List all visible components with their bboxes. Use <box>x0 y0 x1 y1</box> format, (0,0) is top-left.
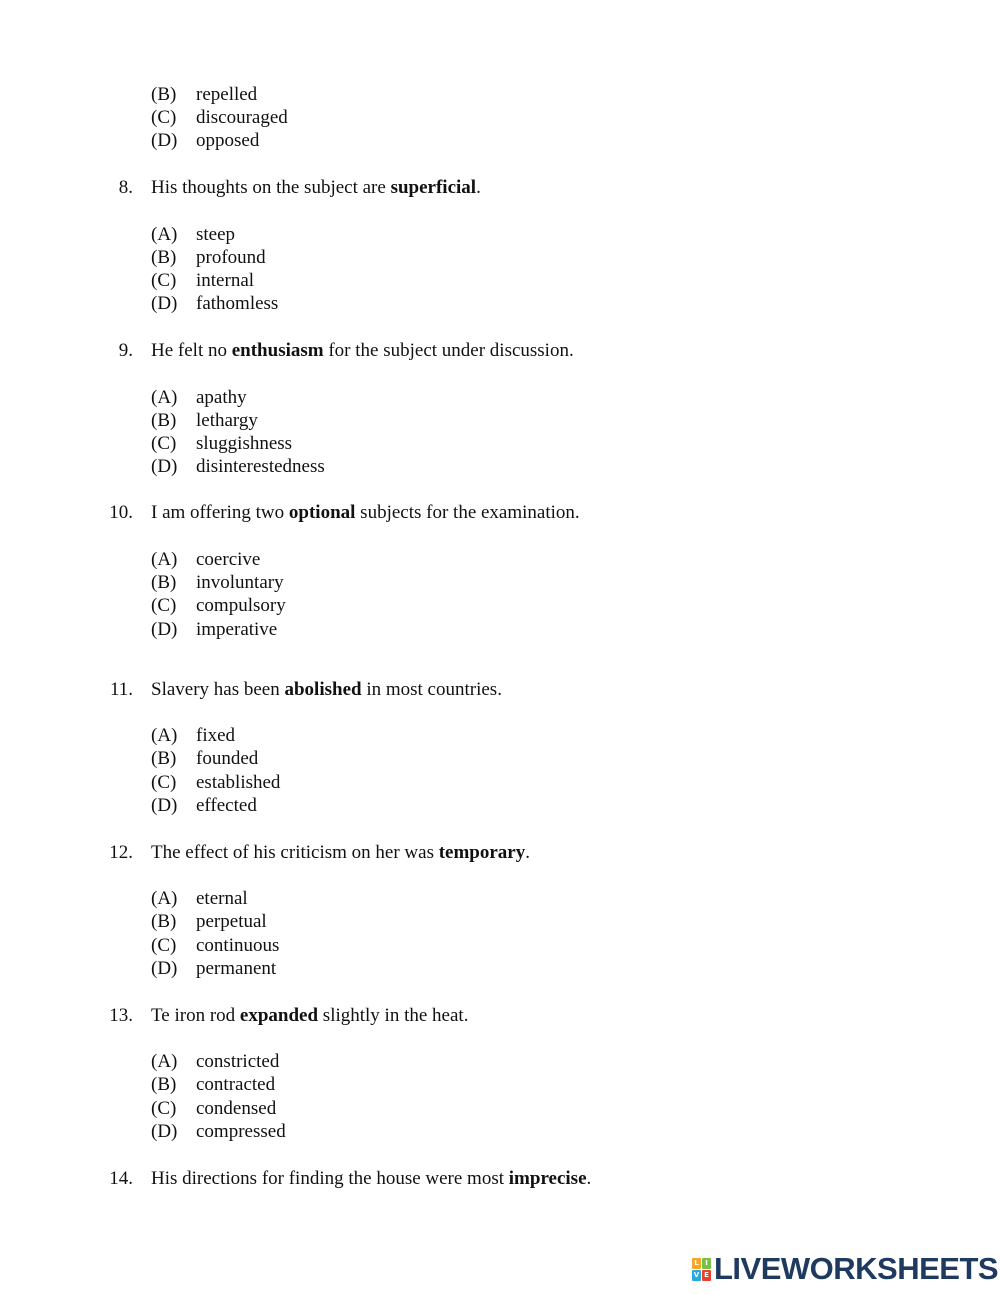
logo-mark-icon <box>692 1258 711 1281</box>
option-text: fixed <box>196 725 236 746</box>
logo-mark-cell: I <box>702 1258 711 1269</box>
option-letter: (B) <box>151 84 177 105</box>
question-text: His thoughts on the subject are superficial. <box>151 177 481 198</box>
option-text: founded <box>196 748 259 769</box>
option-letter: (B) <box>151 247 177 268</box>
option-text: permanent <box>196 958 277 979</box>
keyword: enthusiasm <box>231 340 324 361</box>
option-letter: (A) <box>151 387 178 408</box>
option-letter: (B) <box>151 1074 177 1095</box>
question-number: 10. <box>109 502 133 523</box>
keyword: abolished <box>284 679 362 700</box>
option-letter: (D) <box>151 619 178 640</box>
option-text: continuous <box>196 935 280 956</box>
option-letter: (C) <box>151 107 177 128</box>
option-letter: (A) <box>151 224 178 245</box>
option-letter: (A) <box>151 888 178 909</box>
option-letter: (D) <box>151 456 178 477</box>
option-text: internal <box>196 270 255 291</box>
question-number: 11. <box>109 679 133 700</box>
option-text: perpetual <box>196 911 267 932</box>
option-text: effected <box>196 795 257 816</box>
option-letter: (C) <box>151 935 177 956</box>
logo-text: LIVEWORKSHEETS <box>714 1251 999 1286</box>
option-letter: (C) <box>151 772 177 793</box>
option-text: coercive <box>196 549 261 570</box>
option-letter: (D) <box>151 1121 178 1142</box>
option-text: profound <box>196 247 266 268</box>
option-letter: (B) <box>151 911 177 932</box>
question-number: 9. <box>118 340 133 361</box>
keyword: imprecise <box>508 1168 587 1189</box>
option-text: compressed <box>196 1121 286 1142</box>
option-letter: (A) <box>151 549 178 570</box>
option-letter: (C) <box>151 433 177 454</box>
question-number: 13. <box>109 1005 133 1026</box>
option-letter: (C) <box>151 595 177 616</box>
option-text: discouraged <box>196 107 288 128</box>
option-letter: (B) <box>151 748 177 769</box>
logo-mark-cell: E <box>702 1270 711 1281</box>
option-text: eternal <box>196 888 248 909</box>
question-number: 12. <box>109 842 133 863</box>
question-text: He felt no enthusiasm for the subject under discussion. <box>151 340 574 361</box>
question-number: 14. <box>109 1168 133 1189</box>
question-text: His directions for finding the house were most imprecise. <box>151 1168 592 1189</box>
option-letter: (A) <box>151 1051 178 1072</box>
option-letter: (D) <box>151 795 178 816</box>
question-text: Te iron rod expanded slightly in the heat. <box>151 1005 469 1026</box>
liveworksheets-logo <box>692 1252 998 1286</box>
option-text: disinterestedness <box>196 456 325 477</box>
option-text: involuntary <box>196 572 284 593</box>
option-text: constricted <box>196 1051 280 1072</box>
option-letter: (D) <box>151 130 178 151</box>
keyword: superficial <box>390 177 477 198</box>
option-text: established <box>196 772 281 793</box>
option-text: condensed <box>196 1098 277 1119</box>
question-text: Slavery has been abolished in most countries. <box>151 679 502 700</box>
option-letter: (B) <box>151 572 177 593</box>
option-text: repelled <box>196 84 258 105</box>
logo-mark-cell: L <box>692 1258 701 1269</box>
keyword: optional <box>288 502 356 523</box>
option-letter: (D) <box>151 293 178 314</box>
option-text: apathy <box>196 387 247 408</box>
option-text: opposed <box>196 130 260 151</box>
option-text: lethargy <box>196 410 258 431</box>
option-letter: (C) <box>151 270 177 291</box>
option-text: imperative <box>196 619 278 640</box>
option-letter: (C) <box>151 1098 177 1119</box>
keyword: temporary <box>438 842 526 863</box>
logo-mark-cell: V <box>693 1270 700 1279</box>
option-text: steep <box>196 224 236 245</box>
question-number: 8. <box>118 177 133 198</box>
option-letter: (A) <box>151 725 178 746</box>
option-letter: (B) <box>151 410 177 431</box>
option-text: contracted <box>196 1074 276 1095</box>
option-letter: (D) <box>151 958 178 979</box>
question-text: The effect of his criticism on her was temporary. <box>151 842 530 863</box>
keyword: expanded <box>239 1005 319 1026</box>
option-text: compulsory <box>196 595 286 616</box>
question-text: I am offering two optional subjects for the examination. <box>151 502 580 523</box>
option-text: sluggishness <box>196 433 293 454</box>
option-text: fathomless <box>196 293 279 314</box>
